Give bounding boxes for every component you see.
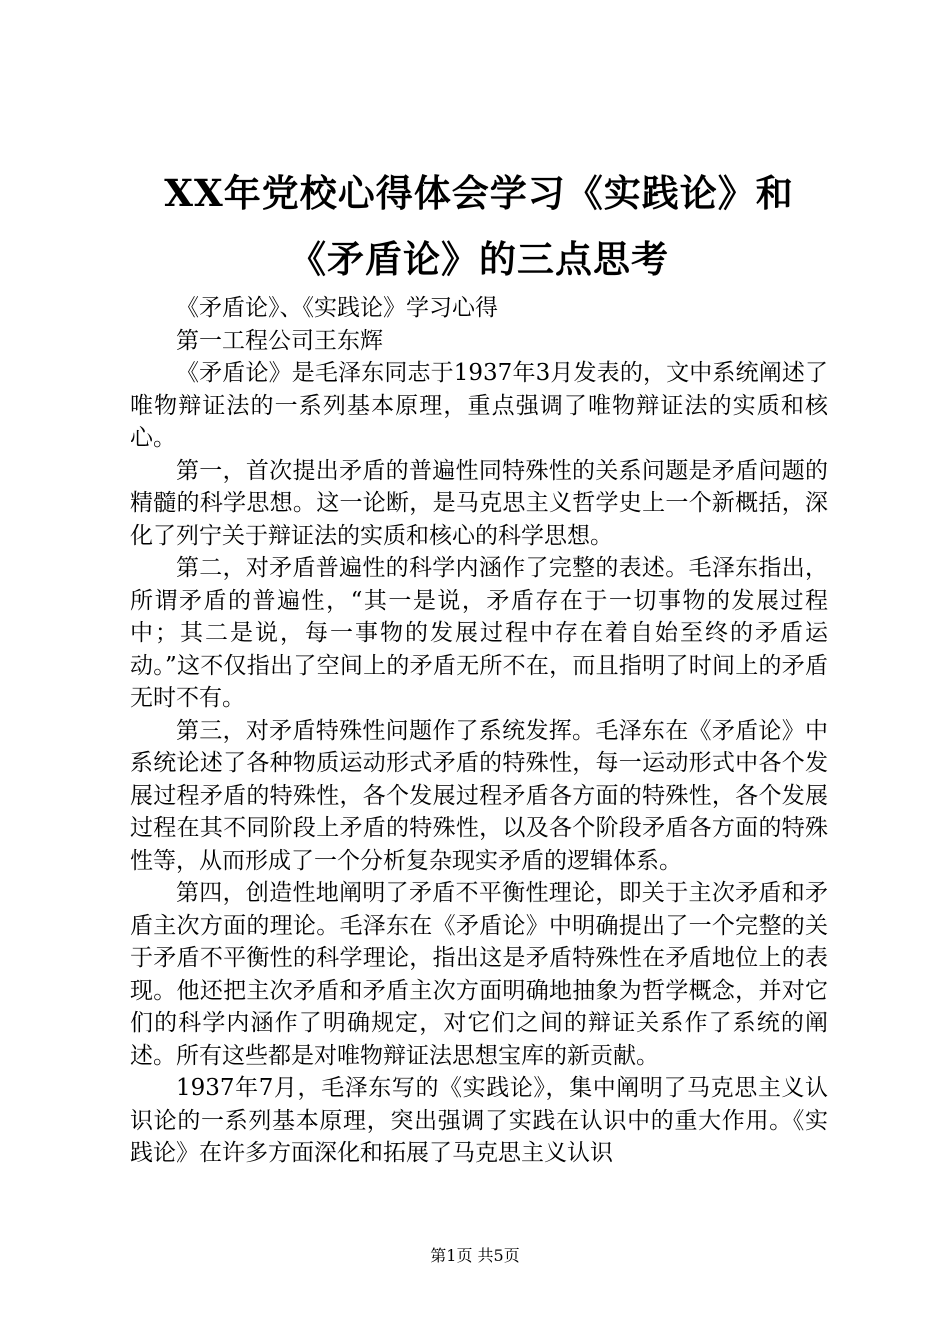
paragraph: 第四，创造性地阐明了矛盾不平衡性理论，即关于主次矛盾和矛盾主次方面的理论。毛泽东在《矛盾论》中明确提出了一个完整的关于矛盾不平衡性的科学理论，指出这是矛盾特殊性在矛盾地位上的表现。他还把主次矛盾和矛盾主次方面明确地抽象为哲学概念，并对它们的科学内涵作了明确规定，对它们之间的辩证关系作了系统的阐述。所有这些都是对唯物辩证法思想宝库的新贡献。	[130, 880, 828, 1069]
paragraph: 《矛盾论》是毛泽东同志于1937年3月发表的，文中系统阐述了唯物辩证法的一系列基本原理，重点强调了唯物辩证法的实质和核心。	[130, 360, 828, 451]
paragraph: 1937年7月，毛泽东写的《实践论》，集中阐明了马克思主义认识论的一系列基本原理，突出强调了实践在认识中的重大作用。《实践论》在许多方面深化和拓展了马克思主义认识	[130, 1075, 828, 1166]
document-page	[130, 160, 828, 1170]
paragraph: 第一工程公司王东辉	[176, 327, 383, 354]
paragraph: 第二，对矛盾普遍性的科学内涵作了完整的表述。毛泽东指出，所谓矛盾的普遍性，“其一是说，矛盾存在于一切事物的发展过程中；其二是说，每一事物的发展过程中存在着自始至终的矛盾运动。”这不仅指出了空间上的矛盾无所不在，而且指明了时间上的矛盾无时不有。	[130, 555, 828, 711]
page-footer: 第1页 共5页	[430, 1246, 520, 1265]
document-body	[130, 292, 828, 1170]
document-title: XX年党校心得体会学习《实践论》和《矛盾论》的三点思考	[164, 171, 794, 281]
paragraph: 《矛盾论》、《实践论》学习心得	[176, 295, 498, 321]
paragraph: 第三，对矛盾特殊性问题作了系统发挥。毛泽东在《矛盾论》中系统论述了各种物质运动形式矛盾的特殊性，每一运动形式中各个发展过程矛盾的特殊性，各个发展过程矛盾各方面的特殊性，各个发展过程在其不同阶段上矛盾的特殊性，以及各个阶段矛盾各方面的特殊性等，从而形成了一个分析复杂现实矛盾的逻辑体系。	[130, 717, 828, 874]
paragraph: 第一，首次提出矛盾的普遍性同特殊性的关系问题是矛盾问题的精髓的科学思想。这一论断，是马克思主义哲学史上一个新概括，深化了列宁关于辩证法的实质和核心的科学思想。	[130, 457, 828, 549]
